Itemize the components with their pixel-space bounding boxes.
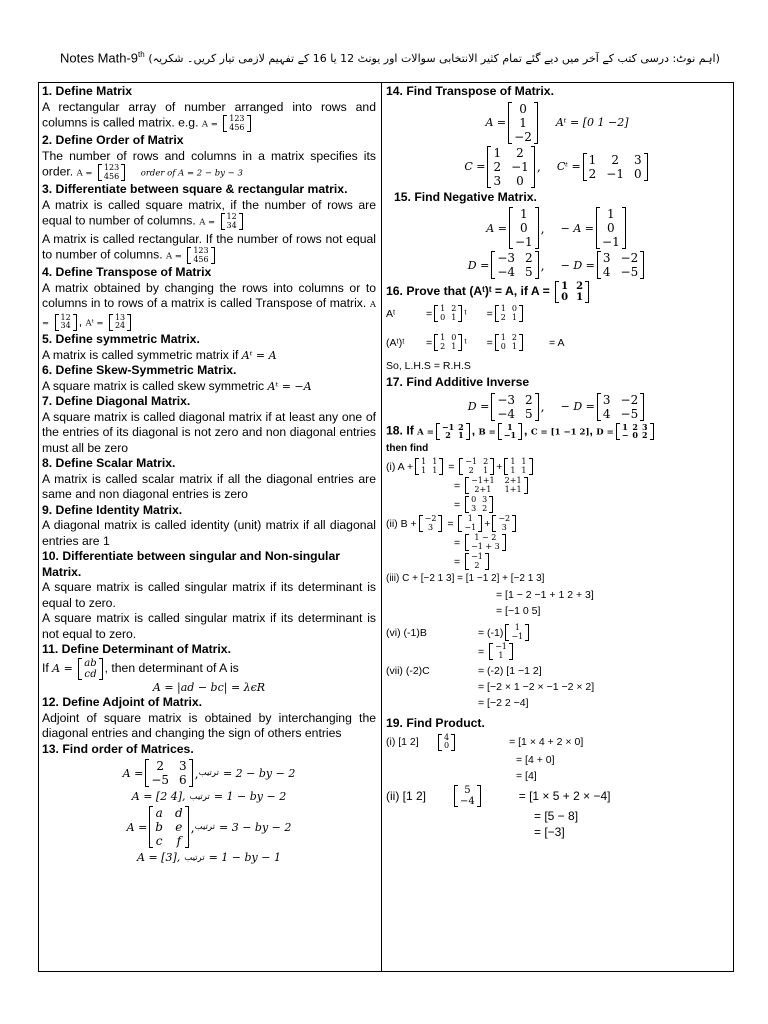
q18-i-m2: −1 2 2 1 xyxy=(459,458,494,475)
q13-row2: A = [2 4], ترتیب = 1 − by − 2 xyxy=(131,790,287,804)
q18-matrix-d: 1 2 3 − 0 2 xyxy=(616,423,654,440)
q19-i-m1: 4 0 xyxy=(438,734,455,751)
right-column xyxy=(386,84,728,841)
urdu-order-label: ترتیب xyxy=(198,768,219,779)
q18-i-m5: 0 3 3 2 xyxy=(465,496,493,513)
q7-title: 7. Define Diagonal Matrix. xyxy=(42,394,191,409)
q3-title: 3. Differentiate between square & rectangular matrix. xyxy=(42,182,348,197)
q6-title: 6. Define Skew-Symmetric Matrix. xyxy=(42,363,237,378)
q3-text2: A matrix is called rectangular. If the number of rows not equal to number of columns. A = 1 2 3 4 5 6 xyxy=(42,231,376,264)
det-matrix: a b c d xyxy=(78,658,102,680)
q18-ii-line2: = 1 − 2 −1 + 3 xyxy=(386,534,728,551)
q1-title: 1. Define Matrix xyxy=(42,84,133,98)
q18-i-line1: (i) A + 1 1 1 1 = −1 2 2 1 + 1 1 1 1 xyxy=(386,458,728,475)
q19-i-line1: (i) [1 2] 4 0 = [1 × 4 + 2 × 0] xyxy=(386,732,584,751)
q14-matrix-a: 0 1 −2 xyxy=(508,102,538,144)
q10-text1: A square matrix is called singular matrix if its determinant is equal to zero. xyxy=(42,580,376,610)
q2-text: The number of rows and columns in a matrix specifies its order. A = 1 2 3 4 5 6 order of A = 2 − by − 3 xyxy=(42,148,376,181)
q18-ii-line3: = −1 2 xyxy=(386,553,728,570)
q17-matrix-d: −3 2 −4 5 xyxy=(491,393,538,421)
q17-matrix-neg-d: 3 −2 4 −5 xyxy=(597,393,644,421)
q16-conclusion: So, L.H.S = R.H.S xyxy=(386,360,471,372)
q1-text: A rectangular array of number arranged into rows and columns is called matrix. e.g. A = 1 2 3 4 5 6 xyxy=(42,99,376,132)
q15-matrix-neg-d: 3 −2 4 −5 xyxy=(597,251,644,279)
q18-work xyxy=(386,458,728,710)
q17-row: D = −3 2 −4 5 , − D = 3 −2 4 −5 xyxy=(386,393,728,421)
q5-text: A matrix is called symmetric matrix if Aᵗ = A xyxy=(42,347,277,362)
q18-title: 18. If A = −1 2 2 1 , B = 1 −1 , C = [1 −1 2], D = 1 2 3 − 0 2 xyxy=(386,423,728,441)
q16-work xyxy=(386,305,728,373)
q14-matrix-ct: 1 2 3 2 −1 0 xyxy=(583,153,648,181)
q18-matrix-a: −1 2 2 1 xyxy=(436,423,470,440)
q18-i-line3: = 0 3 3 2 xyxy=(386,496,728,513)
urdu-order-label-3: ترتیب xyxy=(194,822,215,833)
q12-text: Adjoint of square matrix is obtained by interchanging the diagonal entries and changing the sign of others entries xyxy=(42,710,376,741)
q15-matrix-neg-a: 1 0 −1 xyxy=(596,207,626,249)
q19-ii-line3: = [−3] xyxy=(534,824,565,839)
q18-i-m1: 1 1 1 1 xyxy=(415,458,443,475)
q15-matrix-a: 1 0 −1 xyxy=(509,207,539,249)
header-title: Notes Math-9th xyxy=(60,50,145,66)
q9-title: 9. Define Identity Matrix. xyxy=(42,502,183,517)
q19-ii-m1: 5 −4 xyxy=(454,785,481,807)
q18-vi-m2: −1 1 xyxy=(489,643,513,660)
q18-vi-line2: = −1 1 xyxy=(386,643,728,660)
q16-att-2: 1 2 0 1 xyxy=(495,334,523,351)
q2-order: order of A = 2 − by − 3 xyxy=(140,168,243,179)
page-header xyxy=(60,50,720,72)
rect-matrix: 1 2 3 4 5 6 xyxy=(187,247,214,264)
square-matrix: 1 2 3 4 xyxy=(221,213,243,230)
q11-title: 11. Define Determinant of Matrix. xyxy=(42,642,231,657)
q11-text: If A = a b c d , then determinant of A is xyxy=(42,657,239,680)
column-divider xyxy=(381,82,382,972)
q16-matrix-a: 1 2 0 1 xyxy=(555,281,589,303)
q9-text: A diagonal matrix is called identity (unit) matrix if all diagonal entries are 1 xyxy=(42,518,376,548)
q18-vii-line3: = [−2 2 −4] xyxy=(478,697,529,710)
q4-text: A matrix obtained by changing the rows into columns or to columns in to rows of a matrix is called Transpose of matrix. A = 1 2 3 4 , Aᵗ = 1 3 2 4 xyxy=(42,280,376,331)
order-ex3-matrix: a d b e c f xyxy=(149,806,188,848)
q7-text: A square matrix is called diagonal matrix if at least any one of the entries of its diagonal is not zero and non diagonal entries must all be zero xyxy=(42,409,376,455)
q13-row4: A = [3], ترتیب = 1 − by − 1 xyxy=(137,851,281,865)
header-urdu-note: (اہم نوٹ: درسی کتب کے آخر میں دیے گئے تمام کثیر الانتخابی سوالات اور یونٹ 12 یا 16 کے تفہیم لازمی تیار کریں۔ شکریہ) xyxy=(148,52,720,66)
q18-ii-m5: −1 2 xyxy=(465,553,489,570)
q15-row2: D = −3 2 −4 5 , − D = 3 −2 4 −5 xyxy=(386,251,728,279)
q18-iii-line3: = [−1 0 5] xyxy=(496,605,541,618)
q18-then: then find xyxy=(386,442,429,454)
q5-title: 5. Define symmetric Matrix. xyxy=(42,332,200,347)
q14-title: 14. Find Transpose of Matrix. xyxy=(386,84,554,98)
q18-ii-line1: (ii) B + −2 3 = 1 −1 + −2 3 xyxy=(386,515,728,532)
q16-line1: Aᵗ = 1 2 0 1 ᵗ = 1 0 2 1 xyxy=(386,305,728,322)
q18-iii-line1: (iii) C + [−2 1 3] = [1 −1 2] + [−2 1 3] xyxy=(386,573,545,585)
q15-row1: A = 1 0 −1 , − A = 1 0 −1 xyxy=(386,207,728,249)
q18-ii-m4: 1 − 2 −1 + 3 xyxy=(465,534,506,551)
q19-ii-line2: = [5 − 8] xyxy=(534,808,579,823)
q16-at-2: 1 0 2 1 xyxy=(495,305,523,322)
q16-line2: (Aᵗ)ᵗ = 1 0 2 1 ᵗ = 1 2 0 1 = A xyxy=(386,333,565,351)
q18-i-m3: 1 1 1 1 xyxy=(504,458,532,475)
q6-text: A square matrix is called skew symmetric Aᵗ = −A xyxy=(42,378,312,393)
q18-iii-line2: = [1 − 2 −1 + 1 2 + 3] xyxy=(496,589,594,602)
q15-title: 15. Find Negative Matrix. xyxy=(394,189,537,204)
q8-text: A matrix is called scalar matrix if all the diagonal entries are same and non diagonal entries is zero xyxy=(42,471,376,502)
q13-row1: A = 2 3 −5 6 , ترتیب = 2 − by − 2 xyxy=(122,759,296,788)
q18-i-line2: = −1+1 2+1 2+1 1+1 xyxy=(386,477,728,494)
q18-vi-line1: (vi) (-1)B = (-1) 1 −1 xyxy=(386,624,728,641)
q4-title: 4. Define Transpose of Matrix xyxy=(42,265,212,280)
q19-i-line2: = [4 + 0] xyxy=(516,753,555,766)
q17-title: 17. Find Additive Inverse xyxy=(386,375,530,389)
q18-vii-line1: (vii) (-2)C = (-2) [1 −1 2] xyxy=(386,665,542,678)
order-matrix: 1 2 3 4 5 6 xyxy=(98,164,125,181)
urdu-order-label-2: ترتیب xyxy=(189,791,210,802)
example-matrix: 1 2 3 4 5 6 xyxy=(223,115,250,132)
q18-ii-m2: 1 −1 xyxy=(458,515,482,532)
q14-row2: C = 1 2 2 −1 3 0 , Cᵗ = 1 2 3 2 −1 0 xyxy=(386,146,728,188)
q12-title: 12. Define Adjoint of Matrix. xyxy=(42,695,203,710)
q19-i-line3: = [4] xyxy=(516,769,537,782)
q16-title: 16. Prove that (Aᵗ)ᵗ = A, if A = 1 2 0 1 xyxy=(386,281,728,303)
q13-row3: A = a d b e c f , ترتیب = 3 − by − 2 xyxy=(126,806,292,849)
q15-matrix-d: −3 2 −4 5 xyxy=(491,251,538,279)
q16-at-1: 1 2 0 1 xyxy=(434,305,462,322)
q19-title: 19. Find Product. xyxy=(386,716,485,731)
q10-title: 10. Differentiate between singular and Non-singular Matrix. xyxy=(42,549,340,579)
urdu-order-label-4: ترتیب xyxy=(184,852,205,863)
q18-ii-m3: −2 3 xyxy=(492,515,516,532)
q8-title: 8. Define Scalar Matrix. xyxy=(42,456,176,471)
q18-vii-line2: = [−2 × 1 −2 × −1 −2 × 2] xyxy=(478,681,595,694)
q16-att-1: 1 0 2 1 xyxy=(434,334,462,351)
q3-text1: A matrix is called square matrix, if the number of rows are equal to number of columns. A = 1 2 3 4 xyxy=(42,197,376,230)
q18-ii-m1: −2 3 xyxy=(419,515,443,532)
q13-title: 13. Find order of Matrices. xyxy=(42,741,194,756)
q14-matrix-c: 1 2 2 −1 3 0 xyxy=(487,146,534,188)
q11-math: A = |ad − bc| = λϵR xyxy=(152,680,266,694)
q2-title: 2. Define Order of Matrix xyxy=(42,133,184,148)
q18-vi-m1: 1 −1 xyxy=(505,624,529,641)
transpose-matrix-at: 1 3 2 4 xyxy=(109,314,131,331)
q19-work xyxy=(386,734,728,839)
q19-ii-line1: (ii) [1 2] 5 −4 = [1 × 5 + 2 × −4] xyxy=(386,784,611,807)
q18-i-m4: −1+1 2+1 2+1 1+1 xyxy=(465,477,527,494)
q18-matrix-b: 1 −1 xyxy=(498,423,522,440)
transpose-matrix-a: 1 2 3 4 xyxy=(55,314,77,331)
q14-at: Aᵗ = [0 1 −2] xyxy=(555,116,629,129)
left-column xyxy=(42,84,376,867)
order-ex1-matrix: 2 3 −5 6 xyxy=(145,759,192,787)
q10-text2: A square matrix is called singular matrix if its determinant is not equal to zero. xyxy=(42,611,376,641)
q14-row1: A = 0 1 −2 Aᵗ = [0 1 −2] xyxy=(485,101,629,144)
